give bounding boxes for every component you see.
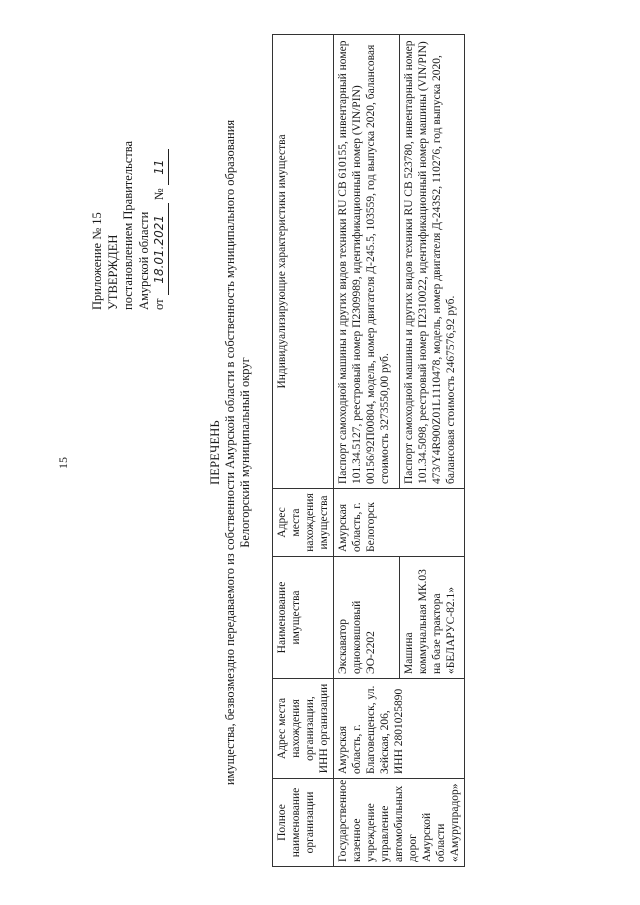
table-header-row — [273, 35, 334, 867]
handwritten-date: 18.01.2021 — [152, 203, 169, 295]
cell-property-name-2: Машина коммунальная МК.03 на базе трактора «БЕЛАРУС-82.1» — [399, 557, 465, 679]
handwritten-number: 11 — [152, 149, 169, 185]
cell-property-name-1: Экскаватор одноковшовый ЭО-2202 — [334, 557, 400, 679]
header-property-address: Адрес места нахождения имущества — [273, 489, 334, 557]
cell-characteristics-2: Паспорт самоходной машины и других видов техники RU CB 523780, инвентарный номер 101.34.5098, реестровый номер П2310022, идентификационный номер машины (VIN/PIN) 473/Y4R900Z01L1110478, модель, номер двигателя Д-243S2, 110276, год выпуска 2020, балансовая стоимость 2467576,92 руб. — [399, 35, 465, 489]
region-line: Амурской области — [136, 211, 151, 310]
cell-org-address: Амурская область, г. Благовещенск, ул. Зейская, 206, ИНН 2801025890 — [334, 679, 465, 779]
header-org-address: Адрес места нахождения организации, ИНН организации — [273, 679, 334, 779]
approved-line: УТВЕРЖДЕН — [105, 234, 120, 310]
page-number: 15 — [56, 457, 70, 469]
resolution-line: постановлением Правительства — [121, 140, 135, 310]
number-prefix: № — [152, 188, 166, 201]
document-title-block — [208, 30, 253, 875]
table-row — [334, 35, 400, 867]
cell-characteristics-1: Паспорт самоходной машины и других видов техники RU CB 610155, инвентарный номер 101.34.5127, реестровый номер П2309989, идентификационный номер (VIN/PIN) 00156/92П00804, модель, номер двигателя Д-245.5, 103559, год выпуска 2020, балансовая стоимость 3273550,00 руб. — [334, 35, 400, 489]
header-property-name: Наименование имущества — [273, 557, 334, 679]
date-prefix: от — [152, 298, 166, 310]
header-organization: Полное наименование организации — [273, 779, 334, 867]
document-subtitle-2: Белогорский муниципальный округ — [238, 357, 252, 548]
appendix-line: Приложение № 15 — [90, 212, 104, 310]
date-number-line — [152, 10, 169, 310]
document-title: ПЕРЕЧЕНЬ — [208, 420, 222, 485]
cell-organization: Государственное казенное учреждение управление автомобильных дорог Амурской области «Амурупрадор» — [334, 779, 465, 867]
cell-property-address: Амурская область, г. Белогорск — [334, 489, 465, 557]
document-subtitle: имущества, безвозмездно передаваемого из собственности Амурской области в собственность муниципального образования — [223, 119, 237, 786]
header-characteristics: Индивидуализирующие характеристики имущества — [273, 35, 334, 489]
property-table — [272, 34, 465, 867]
approval-stamp — [90, 10, 169, 310]
